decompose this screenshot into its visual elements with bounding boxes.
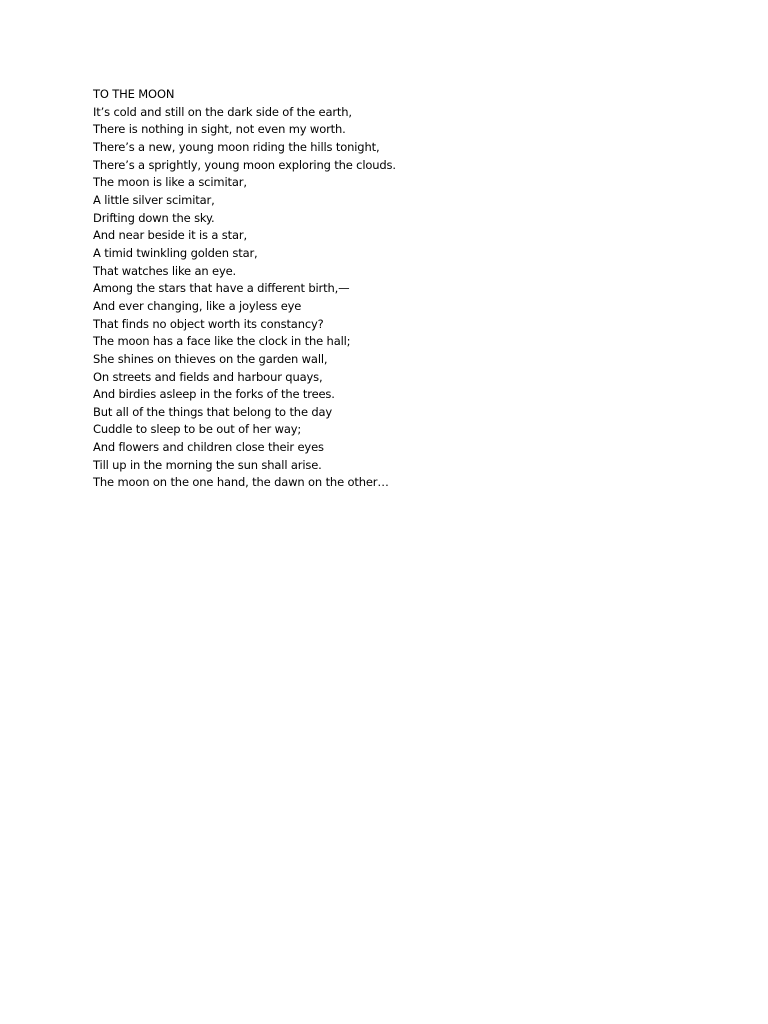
poem-line: And birdies asleep in the forks of the trees. [93, 387, 335, 402]
poem-line: And ever changing, like a joyless eye [93, 298, 302, 313]
poem-line: There’s a new, young moon riding the hills tonight, [93, 139, 380, 154]
poem-title: TO THE MOON [93, 87, 175, 101]
poem-line: Till up in the morning the sun shall arise. [93, 457, 322, 472]
poem-text [93, 86, 693, 492]
poem-line: On streets and fields and harbour quays, [93, 369, 323, 384]
poem-line: It’s cold and still on the dark side of the earth, [93, 104, 352, 119]
poem-line: That finds no object worth its constancy? [93, 316, 324, 331]
poem-line: The moon is like a scimitar, [93, 175, 247, 190]
poem-line: There is nothing in sight, not even my worth. [93, 122, 346, 137]
poem-line: That watches like an eye. [93, 263, 237, 278]
poem-line: But all of the things that belong to the day [93, 404, 333, 419]
poem-line: A timid twinkling golden star, [93, 245, 258, 260]
poem-line: There’s a sprightly, young moon exploring the clouds. [93, 157, 396, 172]
poem-line: Drifting down the sky. [93, 210, 215, 225]
poem-line: Among the stars that have a different birth,— [93, 281, 350, 296]
poem-line: A little silver scimitar, [93, 192, 215, 207]
poem-line: The moon on the one hand, the dawn on the other… [93, 475, 389, 490]
poem-line: And near beside it is a star, [93, 228, 247, 243]
poem-line: The moon has a face like the clock in the hall; [93, 334, 351, 349]
poem-line: She shines on thieves on the garden wall, [93, 351, 328, 366]
poem-line: And flowers and children close their eyes [93, 440, 324, 455]
poem-line: Cuddle to sleep to be out of her way; [93, 422, 302, 437]
